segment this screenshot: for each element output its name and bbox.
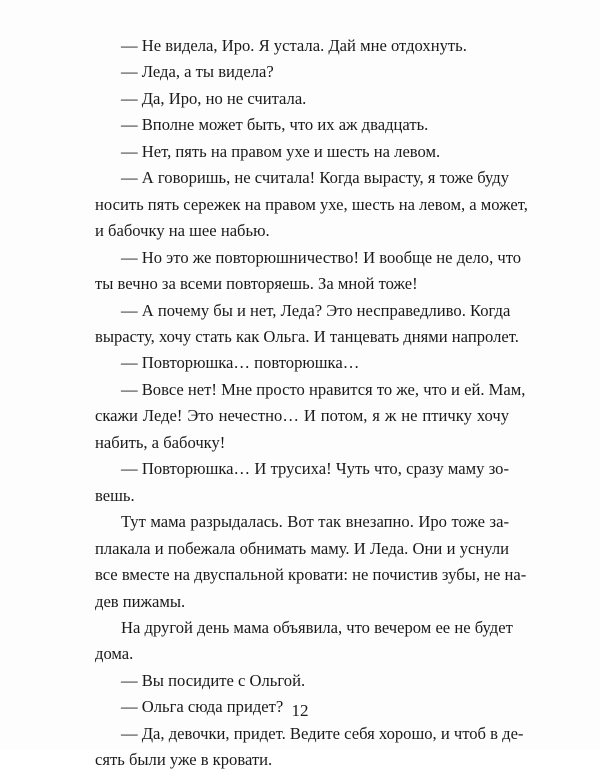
text-line: Тут мама разрыдалась. Вот так внезапно. Иро тоже за- xyxy=(121,512,509,532)
paragraph xyxy=(95,112,509,138)
text-line: — Вовсе нет! Мне просто нравится то же, что и ей. Мам, xyxy=(121,379,526,399)
text-line: — Да, девочки, придет. Ведите себя хорошо, и чтоб в де- xyxy=(121,723,524,743)
paragraph xyxy=(95,245,522,298)
paragraph xyxy=(95,298,519,351)
paragraph xyxy=(95,139,509,165)
text-line: — Повторюшка… И трусиха! Чуть что, сразу маму зо- xyxy=(121,459,509,479)
text-line: — А почему бы и нет, Леда? Это несправедливо. Когда xyxy=(121,300,511,320)
paragraph xyxy=(95,165,528,244)
text-line: — Не видела, Иро. Я устала. Дай мне отдохнуть. xyxy=(121,36,467,55)
text-line: скажи Леде! Это нечестно… И потом, я ж не птичку хочу xyxy=(95,406,509,426)
text-line: — Вы посидите с Ольгой. xyxy=(121,670,306,690)
text-line: все вместе на двуспальной кровати: не почистив зубы, не на- xyxy=(95,565,527,585)
body-text xyxy=(95,33,528,774)
text-line: — Ольга сюда придет? xyxy=(121,697,284,717)
text-line: плакала и побежала обнимать маму. И Леда. Они и уснули xyxy=(95,538,509,558)
paragraph xyxy=(95,86,509,112)
paragraph xyxy=(95,668,509,694)
text-line: набить, а бабочку! xyxy=(95,432,226,452)
paragraph xyxy=(95,377,526,456)
text-line: — А говоришь, не считала! Когда вырасту, я тоже буду xyxy=(121,168,510,188)
paragraph xyxy=(95,33,509,59)
text-line: — Леда, а ты видела? xyxy=(121,62,274,82)
text-line: сять были уже в кровати. xyxy=(95,750,273,770)
paragraph xyxy=(95,59,509,85)
paragraph xyxy=(95,615,513,668)
page-number: 12 xyxy=(291,701,309,720)
text-line: — Нет, пять на правом ухе и шесть на левом. xyxy=(121,141,441,161)
text-line: вешь. xyxy=(95,485,135,505)
text-line: ты вечно за всеми повторяешь. За мной тоже! xyxy=(95,274,418,294)
paragraph xyxy=(95,509,527,615)
paragraph xyxy=(95,456,509,509)
text-line: — Да, Иро, но не считала. xyxy=(121,88,307,108)
text-line: носить пять сережек на правом ухе, шесть на левом, а может, xyxy=(95,194,528,214)
text-line: дома. xyxy=(95,644,134,664)
text-line: — Вполне может быть, что их аж двадцать. xyxy=(121,115,429,135)
text-line: и бабочку на шее набью. xyxy=(95,221,270,241)
text-line: дев пижамы. xyxy=(95,591,186,611)
paragraph xyxy=(95,350,509,376)
text-line: вырасту, хочу стать как Ольга. И танцевать днями напролет. xyxy=(95,326,519,346)
text-line: — Но это же повторюшничество! И вообще не дело, что xyxy=(121,247,522,267)
text-line: На другой день мама объявила, что вечером ее не будет xyxy=(121,617,513,637)
paragraph xyxy=(95,721,524,774)
text-line: — Повторюшка… повторюшка… xyxy=(121,353,360,373)
